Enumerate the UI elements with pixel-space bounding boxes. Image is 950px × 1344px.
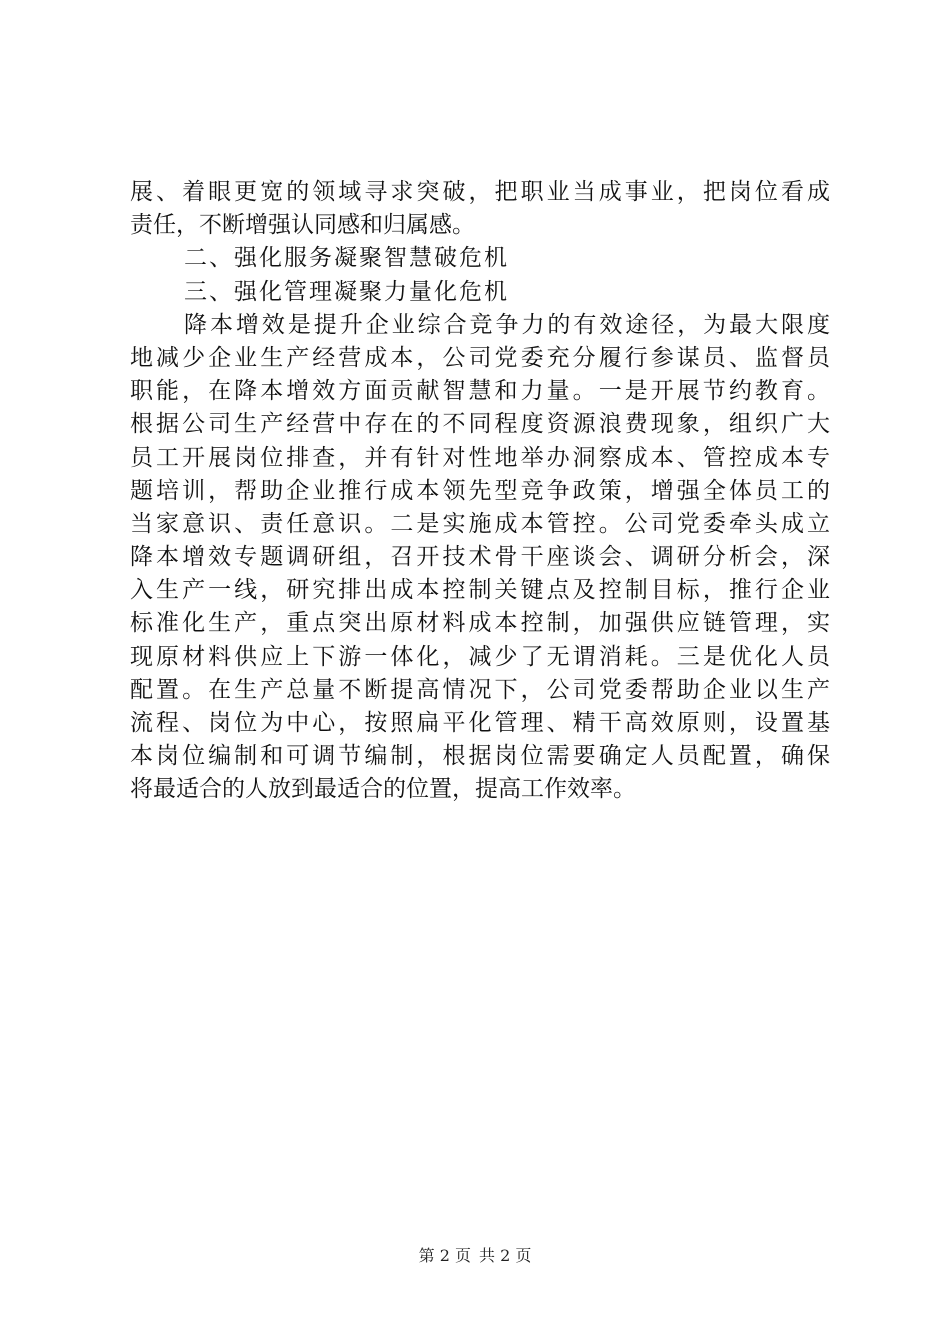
- text-line: 标准化生产，重点突出原材料成本控制，加强供应链管理，实: [130, 610, 830, 637]
- text-line: 责任，不断增强认同感和归属感。: [130, 212, 475, 239]
- text-line: 流程、岗位为中心，按照扁平化管理、精干高效原则，设置基: [130, 710, 830, 736]
- text-line: 入生产一线，研究排出成本控制关键点及控制目标，推行企业: [130, 577, 830, 604]
- text-line: 职能，在降本增效方面贡献智慧和力量。一是开展节约教育。: [130, 378, 830, 405]
- page-total: 共 2 页: [479, 1246, 532, 1265]
- text-line: 当家意识、责任意识。二是实施成本管控。公司党委牵头成立: [130, 510, 830, 537]
- text-line: 降本增效专题调研组，召开技术骨干座谈会、调研分析会，深: [130, 544, 830, 571]
- text-line: 本岗位编制和可调节编制，根据岗位需要确定人员配置，确保: [130, 743, 830, 770]
- text-line: 配置。在生产总量不断提高情况下，公司党委帮助企业以生产: [130, 676, 830, 703]
- text-line: 展、着眼更宽的领域寻求突破，把职业当成事业，把岗位看成: [130, 179, 830, 205]
- text-line: 现原材料供应上下游一体化，减少了无谓消耗。三是优化人员: [130, 643, 830, 670]
- paragraph-main: [130, 309, 830, 807]
- text-line: 地减少企业生产经营成本，公司党委充分履行参谋员、监督员: [130, 344, 830, 371]
- text-line: 降本增效是提升企业综合竞争力的有效途径，为最大限度: [184, 311, 830, 338]
- section-heading-3: 三、强化管理凝聚力量化危机: [184, 278, 509, 305]
- text-line: 根据公司生产经营中存在的不同程度资源浪费现象，组织广大: [130, 411, 830, 438]
- text-line: 员工开展岗位排查，并有针对性地举办洞察成本、管控成本专: [130, 444, 830, 471]
- text-line: 题培训，帮助企业推行成本领先型竞争政策，增强全体员工的: [130, 477, 830, 504]
- paragraph-continuation: [130, 176, 830, 242]
- section-heading-2: 二、强化服务凝聚智慧破危机: [184, 245, 509, 272]
- text-line: 将最适合的人放到最适合的位置，提高工作效率。: [130, 776, 636, 803]
- document-body: [130, 176, 830, 807]
- page-footer: [0, 1246, 950, 1266]
- page-number: 第 2 页: [418, 1246, 471, 1265]
